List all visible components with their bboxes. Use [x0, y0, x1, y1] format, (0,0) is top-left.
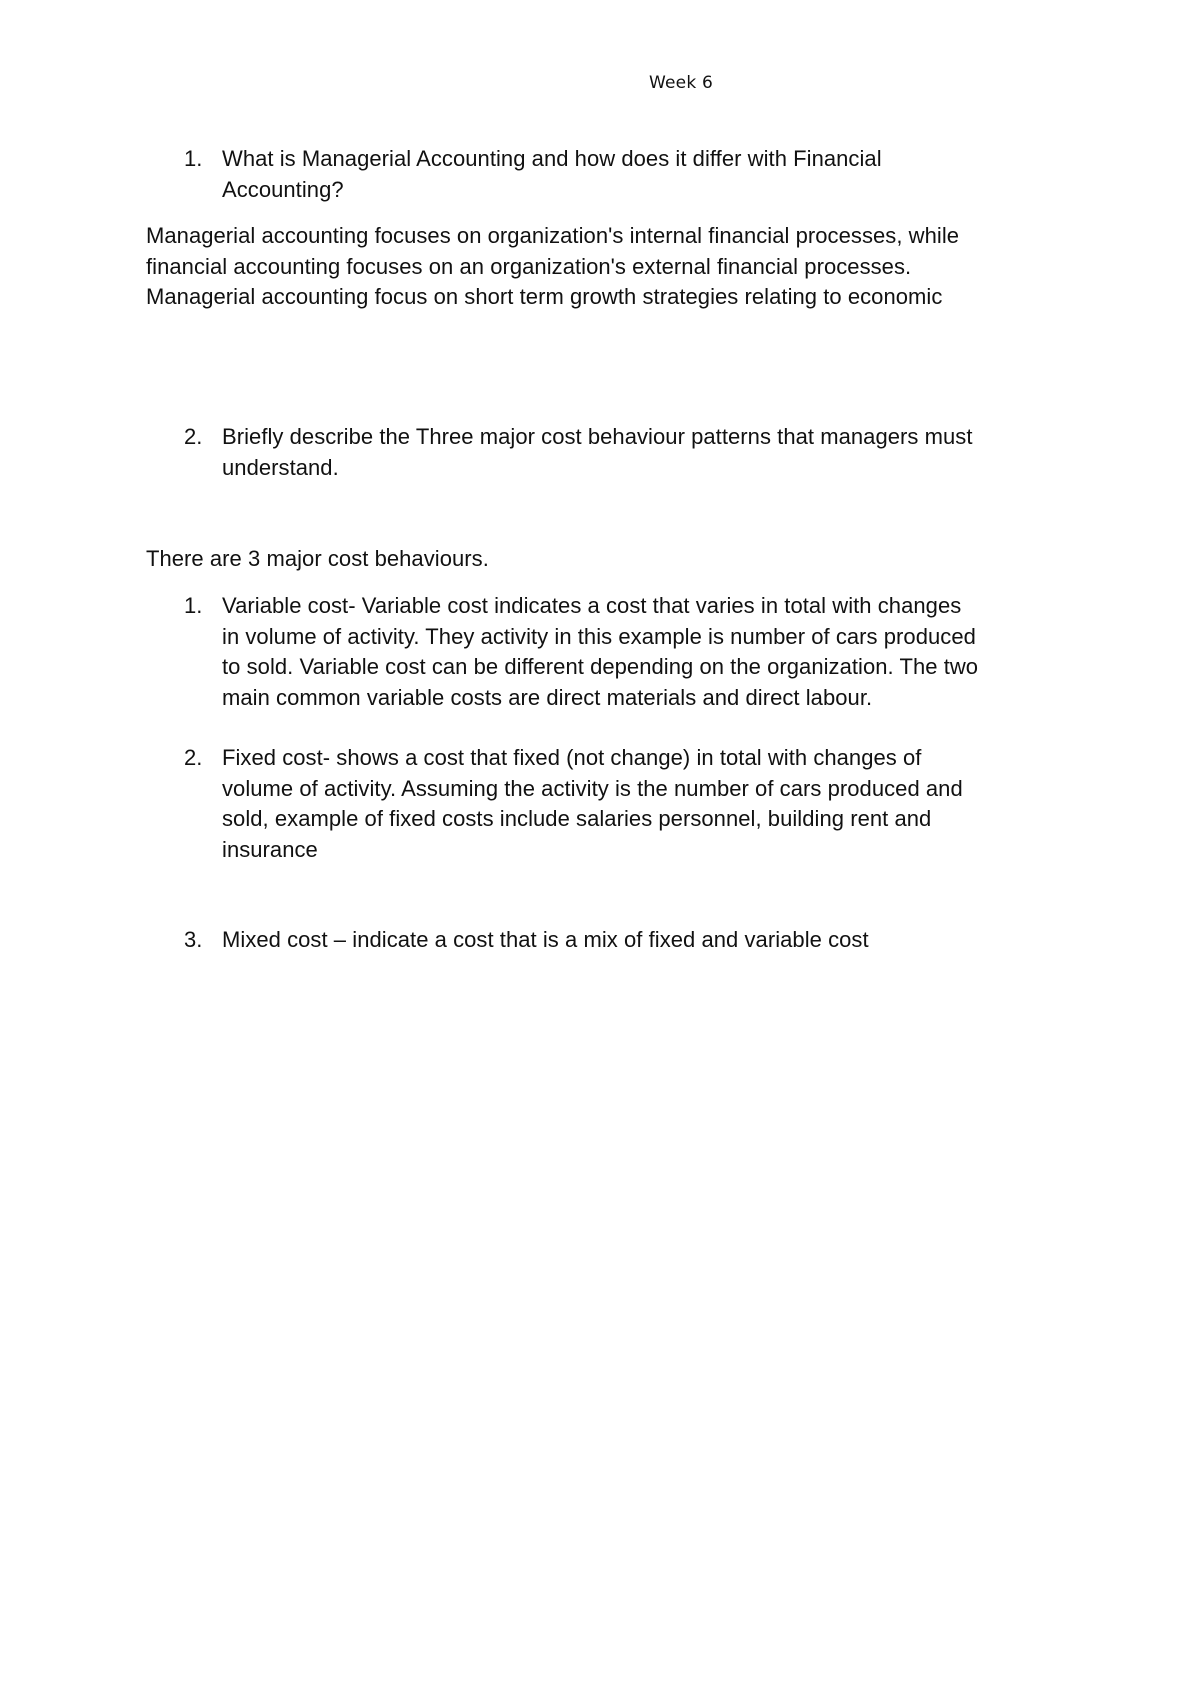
- behaviour-text: [222, 743, 963, 865]
- question-2-line: understand.: [222, 454, 339, 480]
- behaviour-line: to sold. Variable cost can be different depending on the organization. The two: [222, 654, 979, 679]
- behaviour-number: 2.: [184, 745, 203, 770]
- behaviour-line: Fixed cost- shows a cost that fixed (not change) in total with changes of: [222, 745, 922, 770]
- answer-1-line: Managerial accounting focuses on organization's internal financial processes, while: [146, 223, 960, 248]
- question-1-number: 1.: [184, 146, 203, 171]
- page-header: Week 6: [649, 73, 713, 93]
- behaviour-number: 3.: [184, 927, 203, 952]
- question-2-number: 2.: [184, 424, 203, 449]
- behaviour-line: insurance: [222, 836, 318, 862]
- behaviour-line: in volume of activity. They activity in this example is number of cars produced: [222, 623, 976, 649]
- behaviour-line: sold, example of fixed costs include salaries personnel, building rent and: [222, 806, 932, 831]
- question-2-text: [222, 422, 972, 483]
- behaviour-text: [222, 591, 978, 713]
- answer-1-line: financial accounting focuses on an organization's external financial processes.: [146, 253, 912, 279]
- question-1-line: What is Managerial Accounting and how does it differ with Financial: [222, 146, 882, 171]
- answer-1-line: Managerial accounting focus on short term growth strategies relating to economic: [146, 284, 943, 309]
- answer-1: [146, 221, 959, 313]
- behaviour-line: Mixed cost – indicate a cost that is a mix of fixed and variable cost: [222, 927, 869, 952]
- behaviour-line: Variable cost- Variable cost indicates a cost that varies in total with changes: [222, 593, 962, 618]
- behaviour-number: 1.: [184, 593, 203, 618]
- behaviour-line: main common variable costs are direct materials and direct labour.: [222, 684, 873, 710]
- behaviour-text: [222, 925, 869, 956]
- answer-2-intro-text: There are 3 major cost behaviours.: [146, 546, 489, 571]
- answer-2-intro: [146, 544, 489, 575]
- question-2-line: Briefly describe the Three major cost behaviour patterns that managers must: [222, 424, 973, 449]
- question-1-line: Accounting?: [222, 176, 344, 202]
- behaviour-line: volume of activity. Assuming the activity is the number of cars produced and: [222, 775, 963, 801]
- question-1-text: [222, 144, 882, 205]
